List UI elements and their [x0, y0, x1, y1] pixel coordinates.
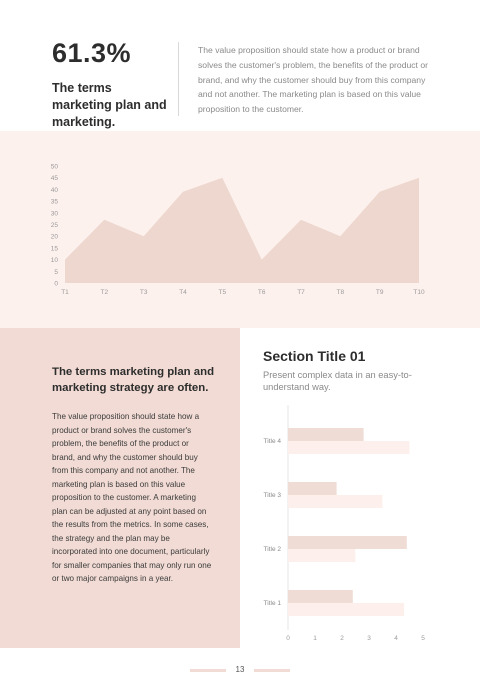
vertical-divider [178, 42, 179, 116]
bar-title-4-s1 [288, 428, 364, 441]
stat-body-text: The value proposition should state how a product or brand solves the customer's problem, the benefits of the product or brand, and why the customer should buy from this company and not another. The marketing plan is based on this value proposition to the customer. [198, 45, 428, 115]
x-tick-label: T3 [139, 289, 148, 296]
stat-value: 61.3% [52, 38, 132, 68]
bar-category-label: Title 4 [263, 438, 281, 445]
panel-body-text: The value proposition should state how a product or brand solves the customer's problem, the benefits of the product or brand, and why the customer should buy from this company and not another. The marketing plan is based on this value proposition to the customer. A marketing plan can be adjusted at any point based on the results from the metrics. In some cases, the strategy and the plan may be incorporated into one document, particularly for smaller companies that may only run one or two major campaigns in a year. [52, 412, 212, 583]
footer-line-right [254, 669, 290, 672]
bar-title-1-s1 [288, 590, 353, 603]
y-tick-label: 40 [50, 186, 58, 194]
y-tick-label: 15 [50, 245, 58, 253]
y-tick-label: 45 [50, 175, 58, 183]
footer-line-left [190, 669, 226, 672]
bar-category-label: Title 2 [263, 546, 281, 553]
y-tick-label: 35 [50, 198, 58, 206]
x-tick-label: T5 [218, 289, 227, 296]
bar-title-1-s2 [288, 603, 404, 616]
section-subtitle: Present complex data in an easy-to-understand way. [263, 370, 412, 392]
x-tick-label: T8 [336, 289, 345, 296]
bar-title-3-s1 [288, 482, 337, 495]
area-chart-panel [0, 131, 480, 328]
y-tick-label: 0 [54, 280, 58, 288]
area-chart [0, 131, 480, 328]
y-tick-label: 25 [50, 222, 58, 229]
y-tick-label: 5 [54, 268, 58, 276]
x-tick-label: 1 [313, 635, 317, 642]
bar-chart [250, 405, 440, 650]
x-tick-label: T6 [257, 289, 266, 296]
bar-title-4-s2 [288, 441, 410, 454]
x-tick-label: T1 [61, 289, 69, 296]
area-series [65, 178, 419, 283]
bar-category-label: Title 3 [263, 492, 281, 499]
bar-category-label: Title 1 [263, 600, 281, 607]
x-tick-label: T7 [297, 289, 305, 296]
x-tick-label: T10 [413, 289, 425, 296]
x-tick-label: 3 [367, 635, 371, 642]
panel-heading: The terms marketing plan and marketing strategy are often. [52, 366, 215, 394]
section-title: Section Title 01 [263, 348, 366, 364]
y-tick-label: 30 [50, 210, 58, 218]
x-tick-label: 0 [286, 635, 290, 642]
x-tick-label: T4 [179, 289, 187, 296]
x-tick-label: T2 [100, 289, 109, 296]
page-number: 13 [235, 665, 245, 674]
x-tick-label: 5 [421, 635, 425, 642]
stat-heading: The terms marketing plan and marketing. [52, 81, 167, 129]
bar-title-2-s1 [288, 536, 407, 549]
y-tick-label: 10 [50, 257, 58, 265]
x-tick-label: T9 [375, 289, 384, 296]
x-tick-label: 2 [340, 635, 344, 642]
y-tick-label: 20 [50, 233, 58, 241]
bar-title-3-s2 [288, 495, 383, 508]
bar-title-2-s2 [288, 549, 356, 562]
x-tick-label: 4 [394, 635, 398, 642]
y-tick-label: 50 [50, 163, 58, 171]
